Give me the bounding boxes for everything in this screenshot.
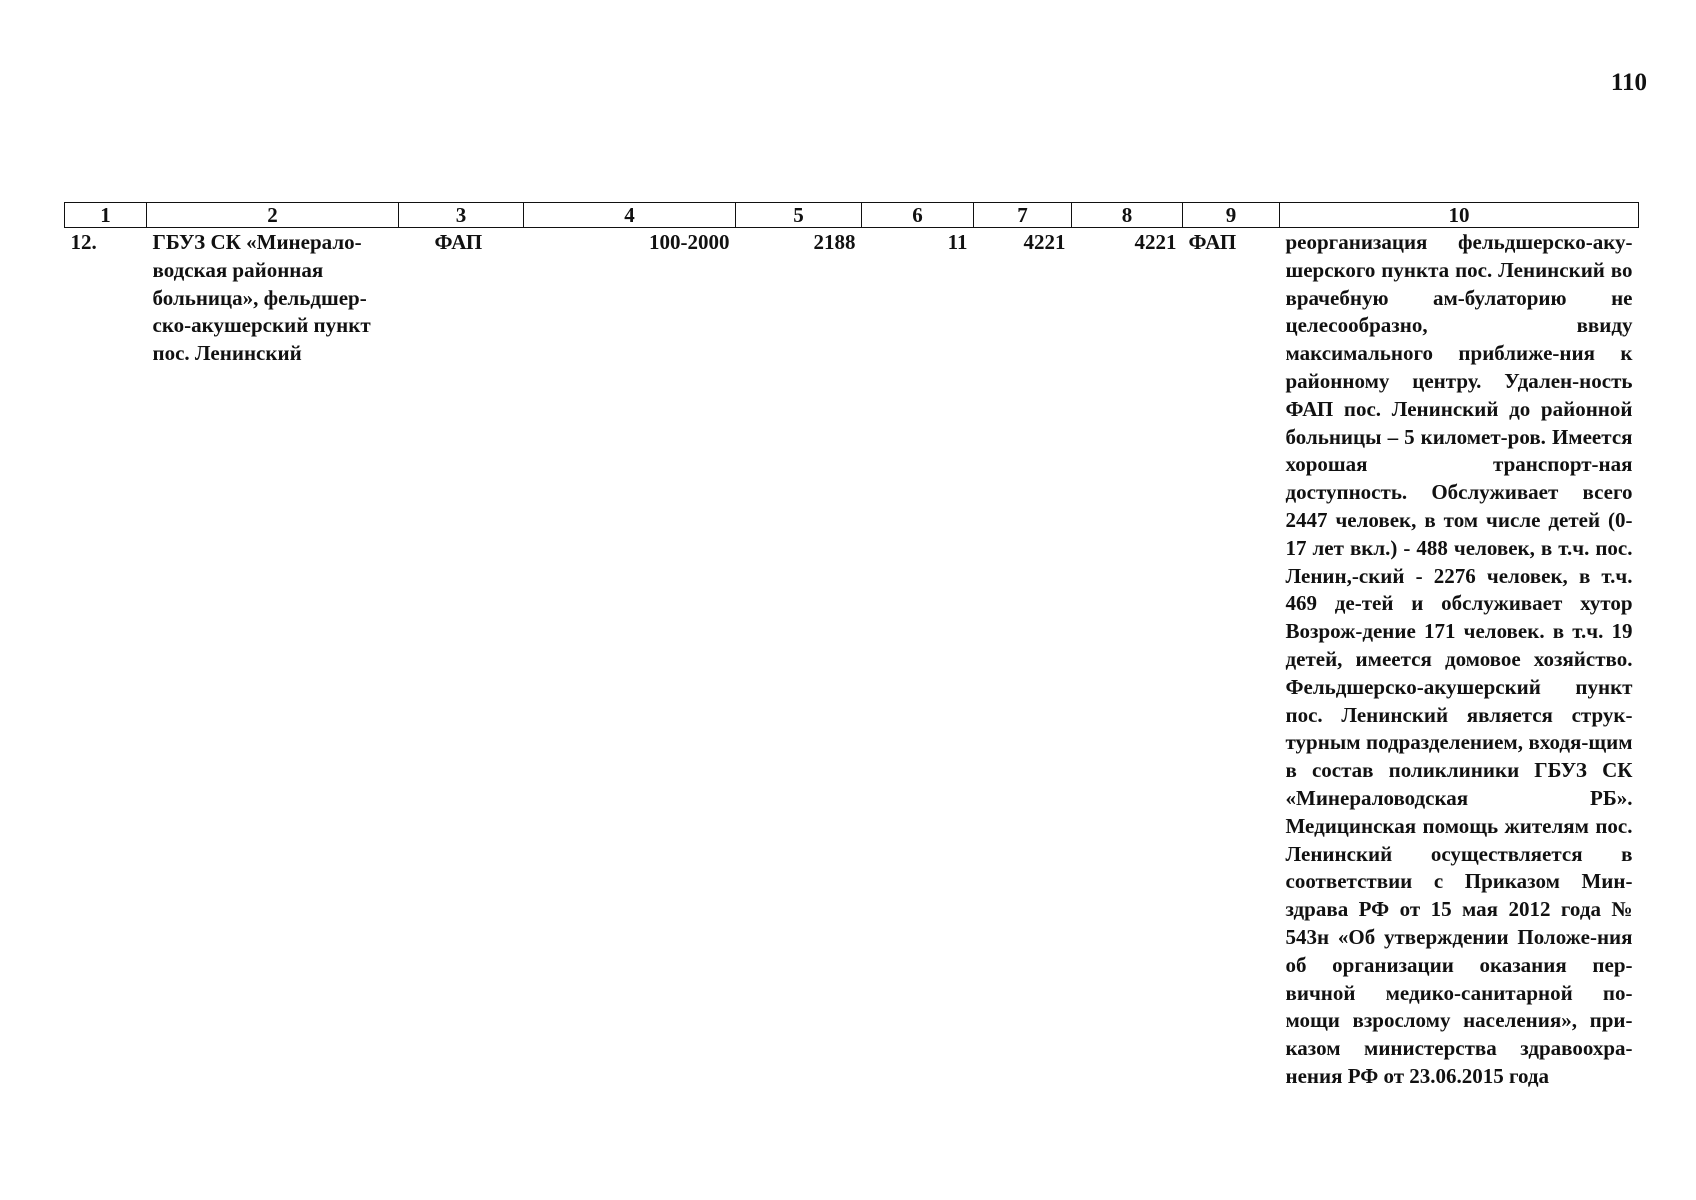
cell-col-8: 4221 bbox=[1134, 230, 1177, 254]
cell-col-5: 2188 bbox=[813, 230, 856, 254]
header-col-1: 1 bbox=[65, 203, 147, 228]
cell-col-6: 11 bbox=[947, 230, 968, 254]
table-row bbox=[65, 228, 1639, 1091]
cell-col-7: 4221 bbox=[1023, 230, 1066, 254]
header-col-7: 7 bbox=[974, 203, 1072, 228]
organization-name: ГБУЗ СК «Минерало- водская районная больница», фельдшер- ско-акушерский пункт пос. Ленинский bbox=[152, 230, 371, 366]
header-row bbox=[65, 203, 1639, 228]
header-col-8: 8 bbox=[1072, 203, 1183, 228]
description-text: реорганизация фельдшерско-аку-шерского пункта пос. Ленинский во врачебную ам-булаторию не целесообразно, ввиду максимального приближе-ния к районному центру. Удален-ность ФАП пос. Ленинский до районной больницы – 5 километ-ров. Имеется хорошая транспорт-ная доступность. Обслуживает всего 2447 человек, в том числе детей (0-17 лет вкл.) - 488 человек, в т.ч. пос. Ленин,-ский - 2276 человек, в т.ч. 469 де-тей и обслуживает хутор Возрож-дение 171 человек. в т.ч. 19 детей, имеется домовое хозяйство. Фельдшерско-акушерский пункт пос. Ленинский является струк-турным подразделением, входя-щим в состав поликлиники ГБУЗ СК «Минераловодская РБ». Медицинская помощь жителям пос. Ленинский осуществляется в соответствии с Приказом Мин-здрава РФ от 15 мая 2012 года № 543н «Об утверждении Положе-ния об организации оказания пер-вичной медико-санитарной по-мощи взрослому населения», при-казом министерства здравоохра-нения РФ от 23.06.2015 года bbox=[1285, 230, 1633, 1088]
header-col-3: 3 bbox=[399, 203, 524, 228]
cell-col-9: ФАП bbox=[1188, 230, 1237, 254]
facility-type: ФАП bbox=[434, 230, 483, 254]
page-number: 110 bbox=[1610, 69, 1647, 96]
header-col-4: 4 bbox=[524, 203, 736, 228]
data-table bbox=[64, 202, 1639, 1091]
header-col-6: 6 bbox=[862, 203, 974, 228]
header-col-10: 10 bbox=[1280, 203, 1639, 228]
population-range: 100-2000 bbox=[649, 230, 730, 254]
header-col-5: 5 bbox=[736, 203, 862, 228]
header-col-9: 9 bbox=[1183, 203, 1280, 228]
header-col-2: 2 bbox=[147, 203, 399, 228]
row-number: 12. bbox=[70, 230, 97, 254]
